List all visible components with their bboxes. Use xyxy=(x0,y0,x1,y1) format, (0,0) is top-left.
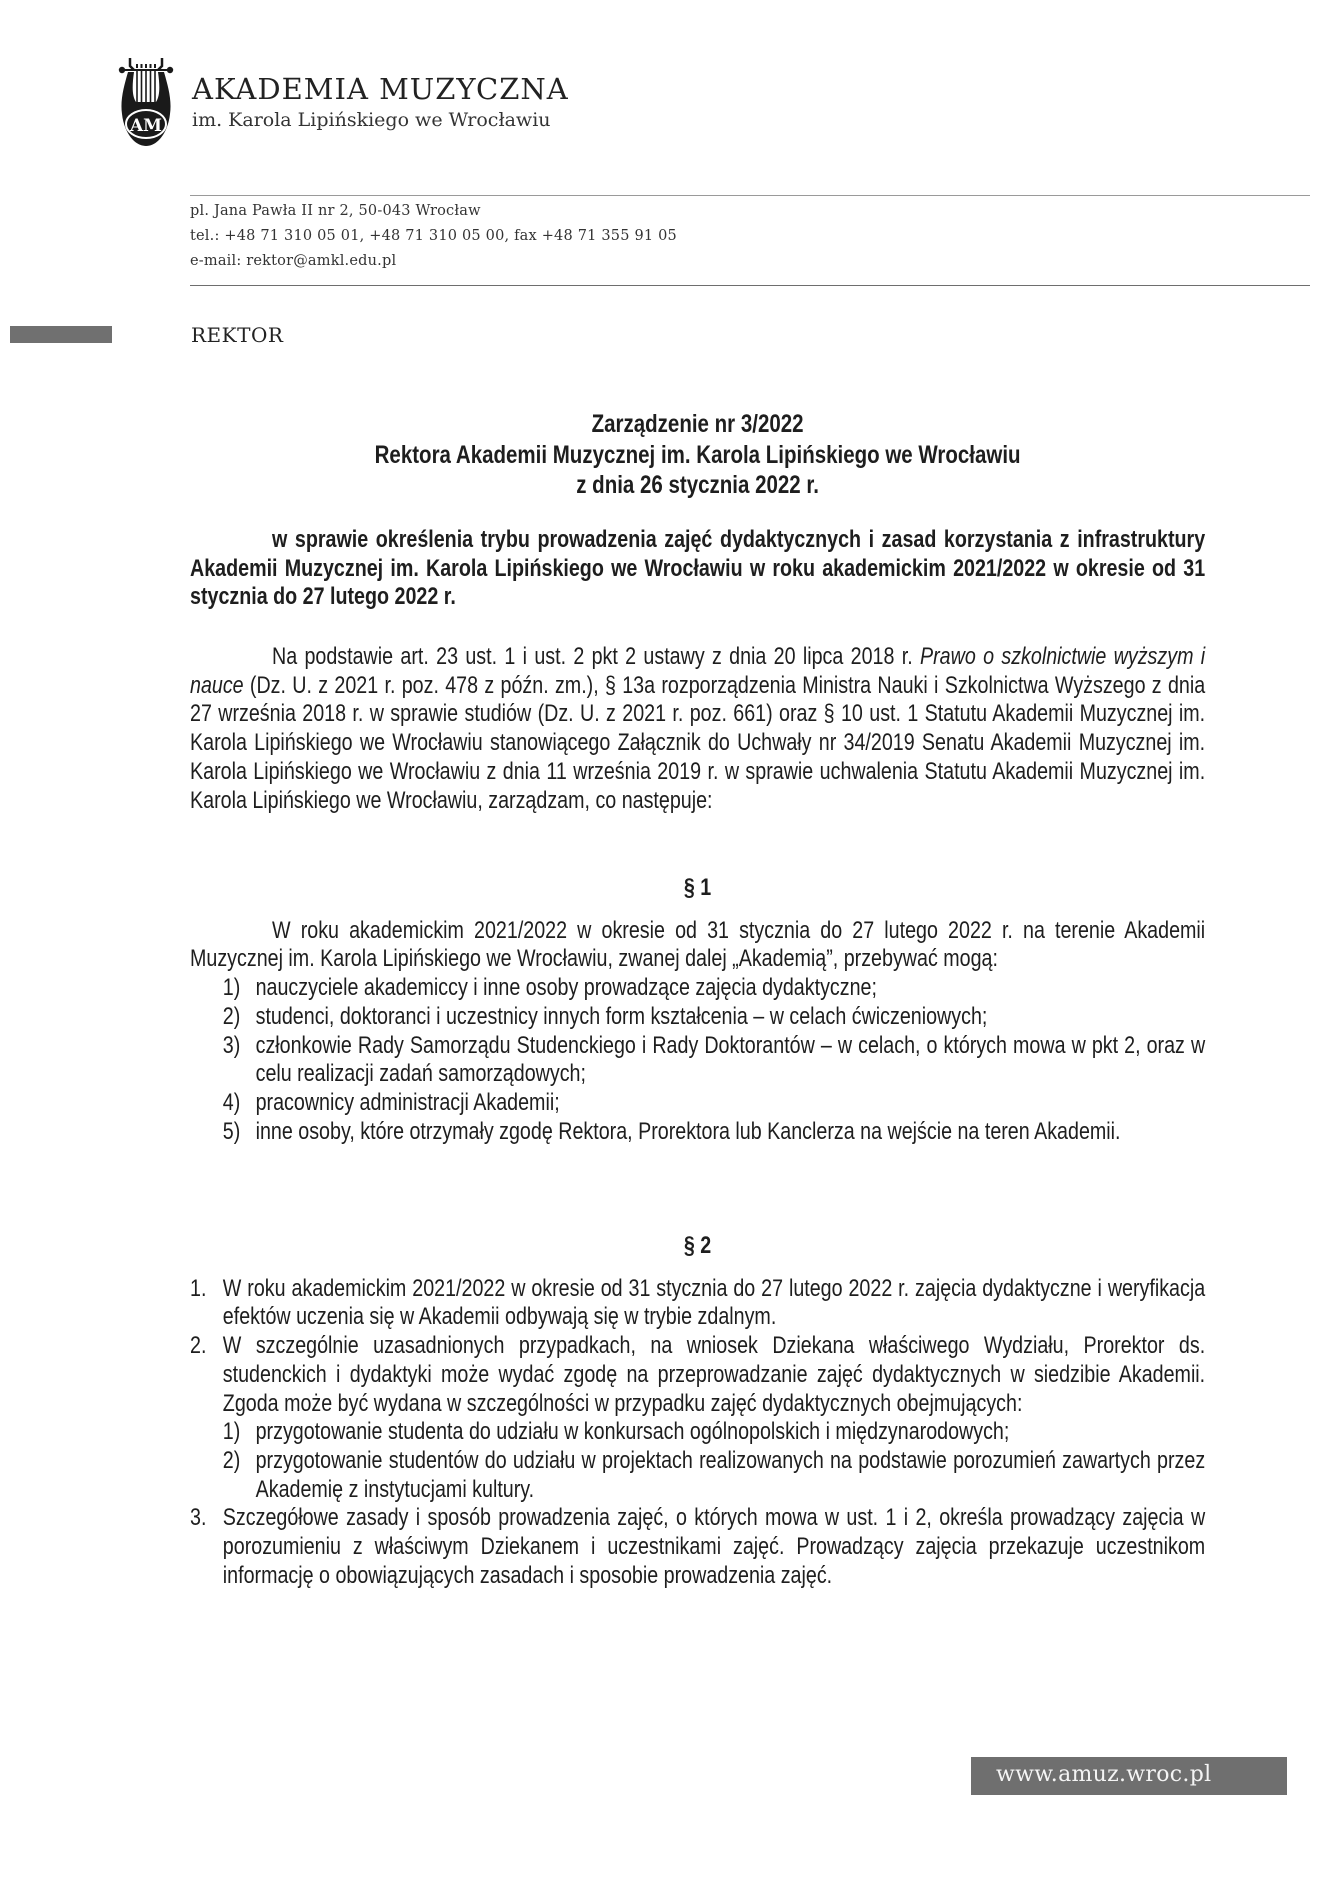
document-title xyxy=(190,409,1205,501)
section-1-intro: W roku akademickim 2021/2022 w okresie od 31 stycznia do 27 lutego 2022 r. na terenie Akademii Muzycznej im. Karola Lipińskiego we Wrocławiu, zwanej dalej „Akademią”, przebywać mogą: xyxy=(190,916,1206,973)
title-line-1: Zarządzenie nr 3/2022 xyxy=(591,410,804,438)
title-line-2: Rektora Akademii Muzycznej im. Karola Lipińskiego we Wrocławiu xyxy=(374,440,1021,469)
lyre-logo-icon xyxy=(118,56,174,150)
preamble-act-title: Prawo o szkolnictwie wyższym i nauce xyxy=(190,643,1206,699)
institution-subtitle: im. Karola Lipińskiego we Wrocławiu xyxy=(192,109,551,131)
list-item: 5) inne osoby, które otrzymały zgodę Rektora, Prorektora lub Kanclerza na wejście na teren Akademii. xyxy=(222,1117,1121,1145)
section-2 xyxy=(190,1232,1205,1590)
preamble xyxy=(190,643,1205,815)
header-divider-top xyxy=(190,195,1310,196)
section-2-mark: § 2 xyxy=(683,1232,712,1259)
list-item: 2) przygotowanie studentów do udziału w projektach realizowanych na podstawie porozumień zawartych przez Akademię z instytucjami kultury. xyxy=(222,1446,1206,1503)
preamble-text xyxy=(190,643,1205,815)
phone-fax-line: tel.: +48 71 310 05 01, +48 71 310 05 00, fax +48 71 355 91 05 xyxy=(190,228,677,244)
list-item: 2) studenci, doktoranci i uczestnicy innych form kształcenia – w celach ćwiczeniowych; xyxy=(222,1002,988,1030)
header-divider-bottom xyxy=(190,285,1310,286)
list-item: 1) przygotowanie studenta do udziału w konkursach ogólnopolskich i międzynarodowych; xyxy=(222,1418,1010,1446)
list-item: 1. W roku akademickim 2021/2022 w okresie od 31 stycznia do 27 lutego 2022 r. zajęcia dydaktyczne i weryfikacja efektów uczenia się w Akademii odbywają się w trybie zdalnym. xyxy=(190,1274,1206,1331)
list-item: 3. Szczegółowe zasady i sposób prowadzenia zajęć, o których mowa w ust. 1 i 2, określa prowadzący zajęcia w porozumieniu z właściwym Dziekanem i uczestnikami zajęć. Prowadzący zajęcia przekazuje uczestnikom informację o obowiązujących zasadach i sposobie prowadzenia zajęć. xyxy=(190,1504,1206,1589)
section-1-list xyxy=(190,974,1205,1146)
section-1-mark: § 1 xyxy=(683,874,712,901)
list-item: 4) pracownicy administracji Akademii; xyxy=(222,1088,560,1116)
preamble-part-1: Na podstawie art. 23 ust. 1 i ust. 2 pkt 2 ustawy z dnia 20 lipca 2018 r. xyxy=(272,643,921,670)
email-line: e-mail: rektor@amkl.edu.pl xyxy=(190,253,397,269)
list-item: 3) członkowie Rady Samorządu Studenckiego i Rady Doktorantów – w celach, o których mowa w pkt 2, oraz w celu realizacji zadań samorządowych; xyxy=(222,1031,1206,1088)
website-link[interactable]: www.amuz.wroc.pl xyxy=(996,1762,1212,1787)
address-line: pl. Jana Pawła II nr 2, 50-043 Wrocław xyxy=(190,203,481,219)
section-2-sublist xyxy=(223,1418,1205,1504)
list-item: 2. W szczególnie uzasadnionych przypadkach, na wniosek Dziekana właściwego Wydziału, Prorektor ds. studenckich i dydaktyki może wydać zgodę na przeprowadzanie zajęć dydaktycznych w siedzibie Akademii. Zgoda może być wydana w szczególności w przypadku zajęć dydaktycznych obejmujących: 1) przygotowanie studenta do udziału w konkursach ogólnopolskich i międzynarodowych; 2) przygotowanie studentów do udziału w projektach realizowanych na podstawie porozumień zawartych przez Akademię z instytucjami kultury. xyxy=(190,1332,1206,1503)
office-label: REKTOR xyxy=(191,323,284,347)
svg-text:AM: AM xyxy=(129,116,163,136)
side-marker-bar xyxy=(10,326,112,343)
list-item: 1) nauczyciele akademiccy i inne osoby prowadzące zajęcia dydaktyczne; xyxy=(222,974,877,1002)
preamble-part-2: (Dz. U. z 2021 r. poz. 478 z późn. zm.), § 13a rozporządzenia Ministra Nauki i Szkolnictwa Wyższego z dnia 27 września 2018 r. w sprawie studiów (Dz. U. z 2021 r. poz. 661) oraz § 10 ust. 1 Statutu Akademii Muzycznej im. Karola Lipińskiego we Wrocławiu stanowiącego Załącznik do Uchwały nr 34/2019 Senatu Akademii Muzycznej im. Karola Lipińskiego we Wrocławiu z dnia 11 września 2019 r. w sprawie uchwalenia Statutu Akademii Muzycznej im. Karola Lipińskiego we Wrocławiu, zarządzam, co następuje: xyxy=(190,671,1206,814)
section-1 xyxy=(190,874,1205,1146)
institution-name: AKADEMIA MUZYCZNA xyxy=(192,72,569,106)
title-line-3: z dnia 26 stycznia 2022 r. xyxy=(576,471,819,499)
subject-text: w sprawie określenia trybu prowadzenia zajęć dydaktycznych i zasad korzystania z infrastruktury Akademii Muzycznej im. Karola Lipińskiego we Wrocławiu w roku akademickim 2021/2022 w okresie od 31 stycznia do 27 lutego 2022 r. xyxy=(190,526,1206,611)
document-subject xyxy=(190,526,1205,612)
